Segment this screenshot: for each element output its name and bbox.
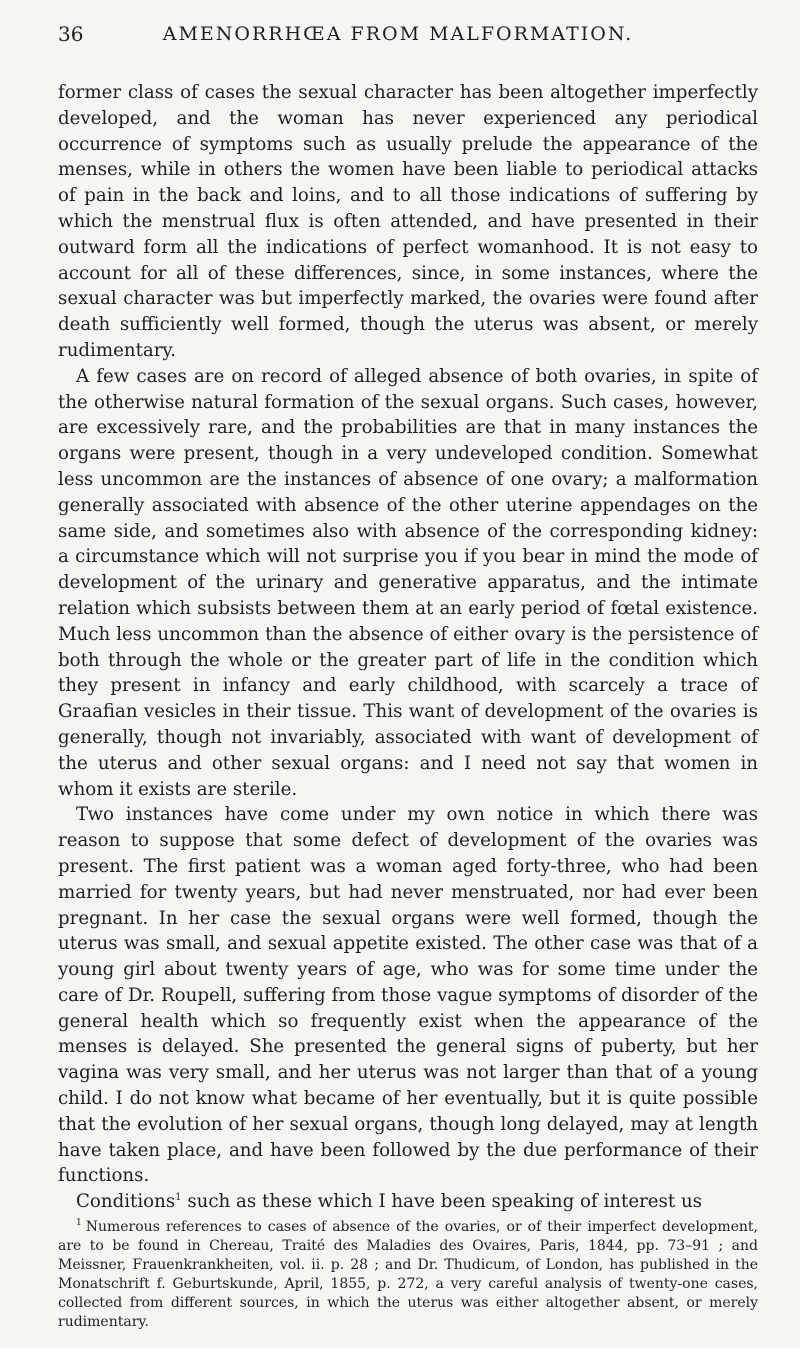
paragraph-4-start: Conditions <box>76 1191 176 1213</box>
body-text <box>58 80 758 1215</box>
footnote-marker: 1 <box>76 1218 82 1229</box>
paragraph-3: Two instances have come under my own notice in which there was reason to suppose that some defect of development of the ovaries was present. The first patient was a woman aged forty-three, who had been married for twenty years, but had never menstruated, nor had ever been pregnant. In her case the sexual organs were well formed, though the uterus was small, and sexual appetite existed. The other case was that of a young girl about twenty years of age, who was for some time under the care of Dr. Roupell, suffering from those vague symptoms of disorder of the general health which so frequently exist when the appearance of the menses is delayed. She presented the general signs of puberty, but her vagina was very small, and her uterus was not larger than that of a young child. I do not know what became of her eventually, but it is quite possible that the evolution of her sexual organs, though long delayed, may at length have taken place, and have been followed by the due performance of their functions. <box>58 804 758 1187</box>
footnote-text: Numerous references to cases of absence of the ovaries, or of their imperfect development, are to be found in Chereau, Traité des Maladies des Ovaires, Paris, 1844, pp. 73–91 ; and Meissner, Frauenkrankheiten, vol. ii. p. 28 ; and Dr. Thudicum, of London, has published in the Monatschrift f. Geburtskunde, April, 1855, p. 272, a very careful analysis of twenty-one cases, collected from different sources, in which the uterus was either altogether absent, or merely rudimentary. <box>58 1219 758 1331</box>
footnote-1 <box>58 1218 758 1332</box>
paragraph-4 <box>58 1189 758 1215</box>
footnotes <box>58 1218 758 1332</box>
paragraph-4-rest: such as these which I have been speaking of interest us <box>181 1191 703 1213</box>
running-title: AMENORRHŒA FROM MALFORMATION. <box>162 23 634 45</box>
paragraph-1: former class of cases the sexual character has been altogether imperfectly developed, and the woman has never experienced any periodical occurrence of symptoms such as usually prelude the appearance of the menses, while in others the women have been liable to periodical attacks of pain in the back and loins, and to all those indications of suffering by which the menstrual flux is often attended, and have presented in their outward form all the indications of perfect womanhood. It is not easy to account for all of these differences, since, in some instances, where the sexual character was but imperfectly marked, the ovaries were found after death sufficiently well formed, though the uterus was absent, or merely rudimentary. <box>58 82 758 361</box>
book-page <box>58 22 758 1332</box>
page-number: 36 <box>58 22 84 46</box>
paragraph-2: A few cases are on record of alleged absence of both ovaries, in spite of the otherwise natural formation of the sexual organs. Such cases, however, are excessively rare, and the probabilities are that in many instances the organs were present, though in a very undeveloped condition. Somewhat less uncommon are the instances of absence of one ovary; a malformation generally associated with absence of the other uterine appendages on the same side, and sometimes also with absence of the corresponding kidney: a circumstance which will not surprise you if you bear in mind the mode of development of the urinary and generative apparatus, and the intimate relation which subsists between them at an early period of fœtal existence. Much less uncommon than the absence of either ovary is the persistence of both through the whole or the greater part of life in the condition which they present in infancy and early childhood, with scarcely a trace of Graafian vesicles in their tissue. This want of development of the ovaries is generally, though not invariably, associated with want of development of the uterus and other sexual organs: and I need not say that women in whom it exists are sterile. <box>58 365 758 800</box>
footnote-reference: 1 <box>175 1192 182 1204</box>
page-header <box>58 22 758 58</box>
